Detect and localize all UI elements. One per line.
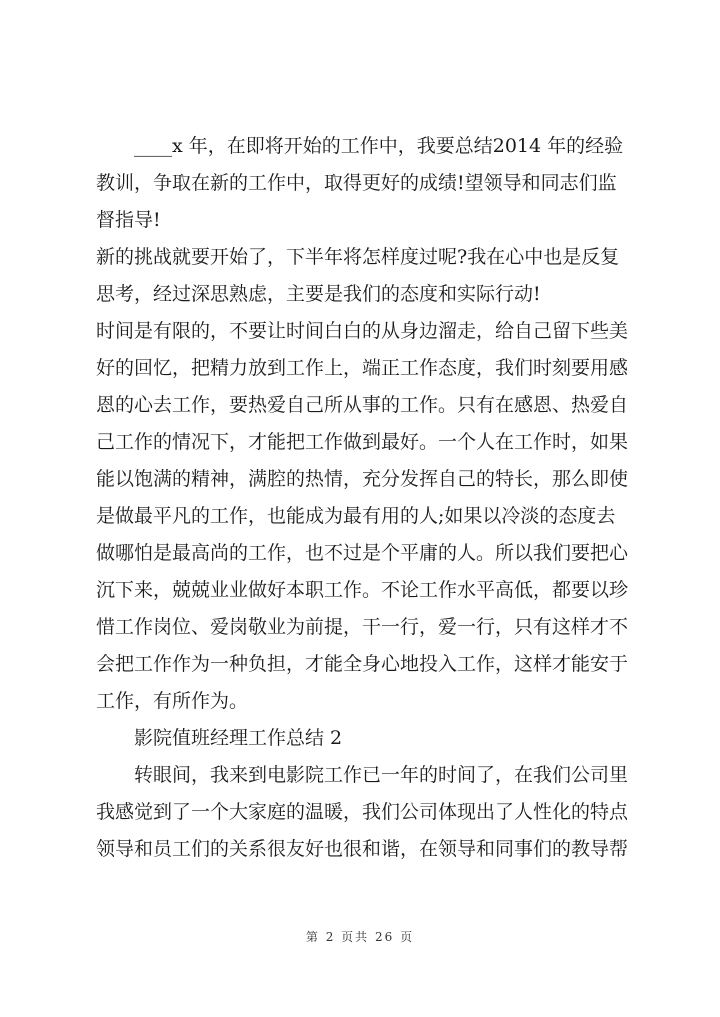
text-line: 新的挑战就要开始了，下半年将怎样度过呢?我在心中也是反复 <box>96 246 620 268</box>
text-line: 教训，争取在新的工作中，取得更好的成绩!望领导和同志们监 <box>96 172 617 194</box>
text-line: 领导和员工们的关系很友好也很和谐，在领导和同事们的教导帮 <box>96 838 629 860</box>
text-line: 时间是有限的，不要让时间白白的从身边溜走，给自己留下些美 <box>96 320 629 342</box>
text-line: 能以饱满的精神，满腔的热情，充分发挥自己的特长，那么即使 <box>96 468 629 490</box>
page-number-footer: 第 2 页共 26 页 <box>305 930 415 944</box>
text-line: 沉下来，兢兢业业做好本职工作。不论工作水平高低，都要以珍 <box>96 579 629 601</box>
text-line: 惜工作岗位、爱岗敬业为前提，干一行，爱一行，只有这样才不 <box>96 616 629 638</box>
text-line: 是做最平凡的工作，也能成为最有用的人;如果以冷淡的态度去 <box>96 505 616 527</box>
document-body <box>96 128 641 868</box>
text-line: 转眼间，我来到电影院工作已一年的时间了，在我们公司里 <box>134 764 629 786</box>
text-line: 己工作的情况下，才能把工作做到最好。一个人在工作时，如果 <box>96 431 629 453</box>
text-line: 恩的心去工作，要热爱自己所从事的工作。只有在感恩、热爱自 <box>96 394 629 416</box>
text-line: 督指导! <box>96 209 161 231</box>
text-line: 会把工作作为一种负担，才能全身心地投入工作，这样才能安于 <box>96 653 629 675</box>
text-line: 工作，有所作为。 <box>96 690 249 712</box>
text-line: 我感觉到了一个大家庭的温暖，我们公司体现出了人性化的特点 <box>96 801 629 823</box>
text-line: 思考，经过深思熟虑，主要是我们的态度和实际行动! <box>96 283 541 305</box>
text-line: ____x 年，在即将开始的工作中，我要总结2014 年的经验 <box>134 135 624 157</box>
text-line: 好的回忆，把精力放到工作上，端正工作态度，我们时刻要用感 <box>96 357 629 379</box>
section-heading: 影院值班经理工作总结 2 <box>134 727 343 749</box>
text-line: 做哪怕是最高尚的工作，也不过是个平庸的人。所以我们要把心 <box>96 542 629 564</box>
